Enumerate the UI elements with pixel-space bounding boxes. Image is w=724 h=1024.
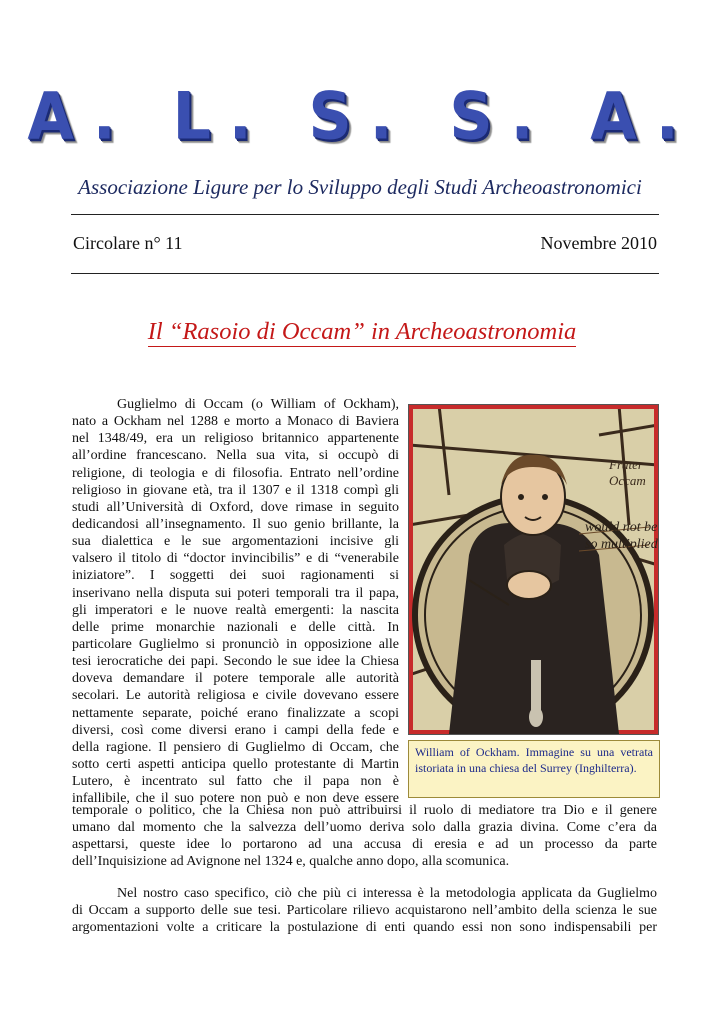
association-name: Associazione Ligure per lo Sviluppo degli Studi Archeoastronomici [78,175,642,199]
paragraph-1-line: Lutero, è incentrato sul fatto che il papa non è [72,774,399,790]
paragraph-2-line: di Occam a supporto delle sue tesi. Particolare rilievo acquistarono nell’ambito della scienza le sue [72,903,657,919]
paragraph-1-line: diversi, così come diversi erano i campi della fede e [72,722,399,738]
paragraph-1-line: tesi ierocratiche dei papi. Secondo le sue idee la Chiesa [72,654,399,670]
paragraph-1-line: delle prime monarchie nazionali e delle città. In [72,619,399,635]
paragraph-1-line: doveva demandare il potere temporale alle autorità [72,671,399,687]
article-title-text: Il “Rasoio di Occam” in Archeoastronomia [147,318,577,345]
paragraph-1-line: secolari. Le autorità religiosa e civile dovevano essere [72,688,399,704]
paragraph-1-line: nato a Ockham nel 1288 e morto a Monaco di Baviera [72,414,399,430]
glass-text-4: so multiplied [585,537,658,552]
paragraph-1-line: inserivano nella disputa sui poteri temporali tra il papa, [72,585,399,601]
paragraph-1-line: gli imperatori e le nuove realtà emergenti: la nascita [72,602,399,618]
paragraph-1-line: particolare Guglielmo si pronunciò in opposizione alle [72,636,399,652]
paragraph-1-line: sua dialettica e le sue argomentazioni incisive gli [72,534,399,550]
header-rule-top [71,214,659,215]
ockham-stained-glass-image [408,404,659,735]
paragraph-1-continuation-line: aspettarsi, queste idee lo portarono ad una accusa di eresia e ad un processo da parte [72,837,657,853]
paragraph-1-continuation-line: umano dal momento che la salvezza dell’uomo deriva solo dalla grazia divina. Come c’era da [72,820,657,836]
paragraph-2 [72,885,657,936]
paragraph-1-column [72,396,399,807]
paragraph-1-line: religione, di teologia e di filosofia. Entrato nell’ordine [72,465,399,481]
masthead-acronym: A. L. S. S. A. [27,79,697,155]
circular-date: Novembre 2010 [540,233,657,253]
paragraph-1-line: studi all’Università di Oxford, dove rimase in seguito [72,499,399,515]
glass-text-1: Frater [609,457,643,472]
paragraph-1-continuation-line: temporale o politico, che la Chiesa non può attribuirsi il ruolo di mediatore tra Dio e il genere [72,803,657,818]
paragraph-1-continuation [72,802,657,871]
paragraph-1-line: infallibile, che il suo potere non può e non deve essere [72,791,399,807]
paragraph-1-line: Guglielmo di Occam (o William of Ockham), [117,397,399,412]
paragraph-1-line: dedicandosi all’insegnamento. Il suo genio brillante, la [72,516,399,532]
stained-glass-illustration [409,405,658,734]
paragraph-1-line: iniziatore”. I soggetti dei suoi ragionamenti si [72,568,399,584]
paragraph-1-line: nel 1348/49, era un religioso britannico appartenente [72,431,399,447]
paragraph-1-continuation-line: dell’Inquisizione ad Avignone nel 1324 e, qualche anno dopo, alla scomunica. [72,854,510,870]
paragraph-1-line: sotto certi aspetti anticipa quello protestante di Martin [72,756,399,772]
header-rule-bottom [71,273,659,274]
paragraph-1-line: all’ordine francescano. Nella sua vita, si occupò di [72,448,399,464]
figure-caption: William of Ockham. Immagine su una vetrata istoriata in una chiesa del Surrey (Inghilterra). [408,740,660,798]
article-title [0,318,724,346]
circular-number: Circolare n° 11 [73,233,183,253]
glass-text-2: Occam [609,473,646,488]
paragraph-1-line: valsero il titolo di “doctor invincibilis” e di “venerabile [72,551,399,567]
paragraph-1-line: religioso in giovane età, tra il 1307 e il 1318 compì gli [72,482,399,498]
glass-text-3: would not be [585,520,658,535]
paragraph-2-line: argomentazioni volte a criticare la postulazione di enti quando essi non sono indispensabili per [72,920,657,936]
paragraph-1-line: della ragione. Il pensiero di Guglielmo di Occam, che [72,739,399,755]
paragraph-2-line: Nel nostro caso specifico, ciò che più ci interessa è la metodologia applicata da Guglielmo [117,886,657,901]
paragraph-1-line: nettamente separate, poiché erano finalizzate a scopi [72,705,399,721]
